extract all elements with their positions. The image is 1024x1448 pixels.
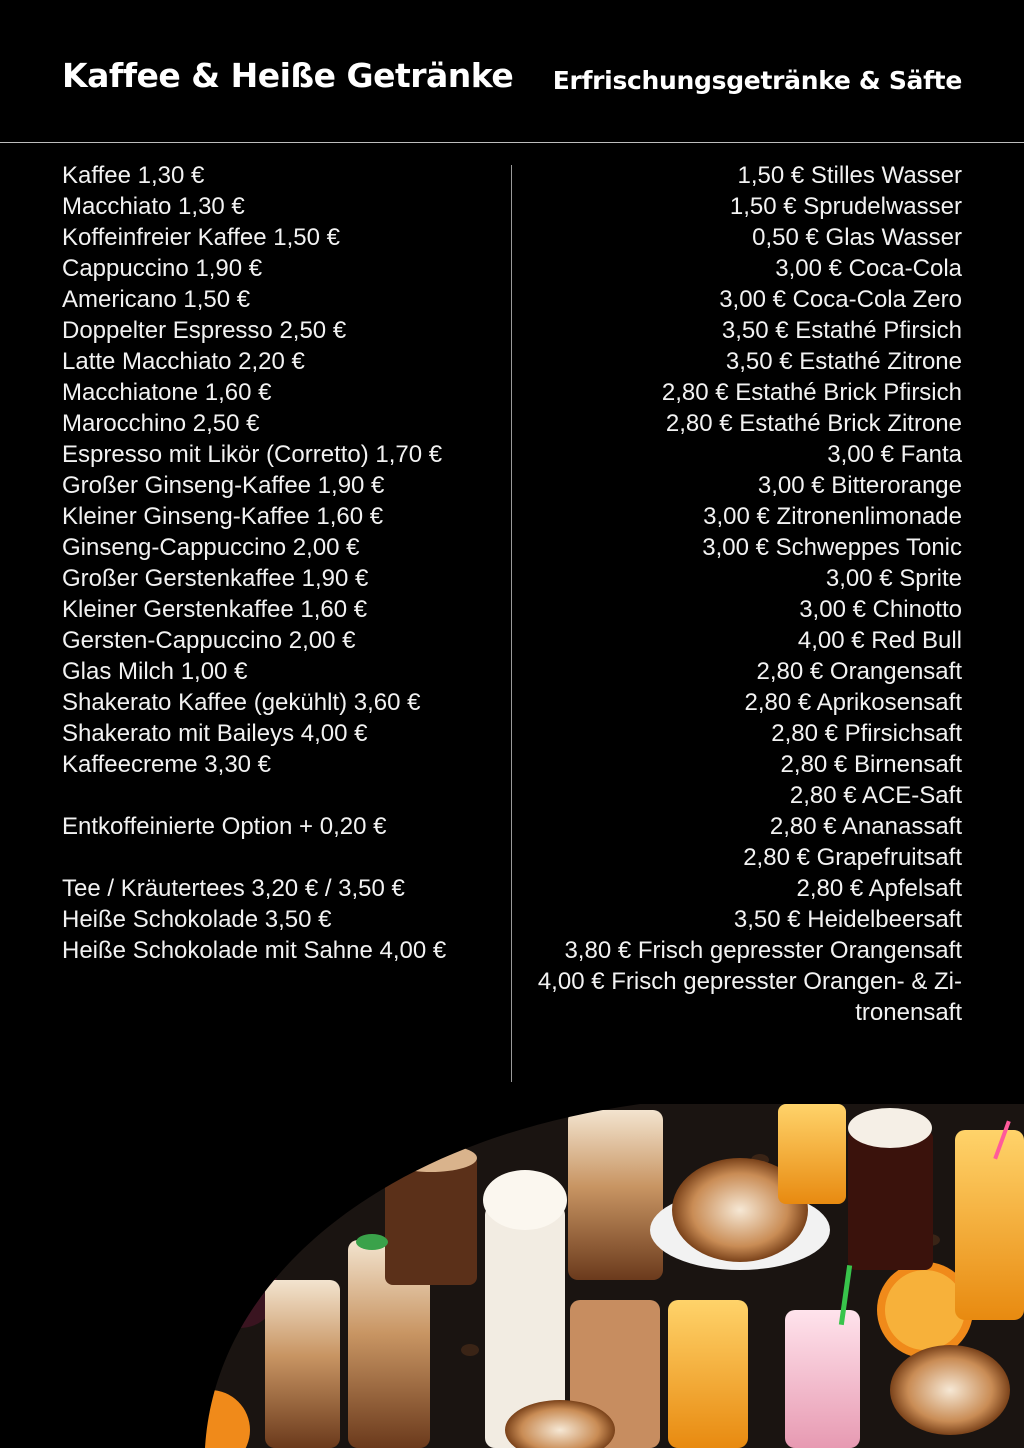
menu-item: Macchiato 1,30 € xyxy=(62,193,245,220)
menu-item: 3,00 € Bitterorange xyxy=(757,472,962,499)
menu-item: Tee / Kräutertees 3,20 € / 3,50 € xyxy=(62,875,405,902)
drinks-list xyxy=(512,160,962,1028)
menu-item: 3,00 € Sprite xyxy=(825,565,962,592)
menu-item: Marocchino 2,50 € xyxy=(62,410,260,437)
coffee-heading: Kaffee & Heiße Getränke xyxy=(62,56,514,95)
menu-item: Espresso mit Likör (Corretto) 1,70 € xyxy=(62,441,443,468)
menu-item: 3,00 € Schweppes Tonic xyxy=(702,534,962,561)
menu-item: 3,80 € Frisch gepresster Orangensaft xyxy=(564,937,962,964)
menu-item: Shakerato Kaffee (gekühlt) 3,60 € xyxy=(62,689,421,716)
menu-item: Kleiner Gerstenkaffee 1,60 € xyxy=(62,596,368,623)
menu-item: tronensaft xyxy=(855,999,962,1026)
menu-item: Koffeinfreier Kaffee 1,50 € xyxy=(62,224,340,251)
menu-item: 1,50 € Sprudelwasser xyxy=(729,193,962,220)
menu-item: Latte Macchiato 2,20 € xyxy=(62,348,305,375)
drinks-heading: Erfrischungsgetränke & Säfte xyxy=(552,66,962,95)
menu-item: 3,00 € Chinotto xyxy=(799,596,962,623)
menu-item: Großer Ginseng-Kaffee 1,90 € xyxy=(62,472,385,499)
menu-item: Doppelter Espresso 2,50 € xyxy=(62,317,347,344)
menu-item: 0,50 € Glas Wasser xyxy=(752,224,962,251)
menu-item: 2,80 € Birnensaft xyxy=(780,751,962,778)
menu-item: 2,80 € Estathé Brick Pfirsich xyxy=(661,379,962,406)
menu-item: Macchiatone 1,60 € xyxy=(62,379,272,406)
menu-item: Americano 1,50 € xyxy=(62,286,251,313)
menu-item: 3,00 € Coca-Cola xyxy=(775,255,962,282)
menu-item: Heiße Schokolade 3,50 € xyxy=(62,906,332,933)
menu-item: 3,00 € Coca-Cola Zero xyxy=(719,286,962,313)
menu-item: Gersten-Cappuccino 2,00 € xyxy=(62,627,356,654)
menu-item: 3,50 € Estathé Zitrone xyxy=(725,348,962,375)
beverages-photo xyxy=(0,1100,1024,1448)
menu-item: 2,80 € Ananassaft xyxy=(769,813,962,840)
menu-item: Cappuccino 1,90 € xyxy=(62,255,263,282)
menu-item: 2,80 € Pfirsichsaft xyxy=(771,720,962,747)
menu-item: 2,80 € Grapefruitsaft xyxy=(743,844,962,871)
menu-item: 1,50 € Stilles Wasser xyxy=(737,162,962,189)
menu-item: Großer Gerstenkaffee 1,90 € xyxy=(62,565,369,592)
menu-item: 2,80 € ACE-Saft xyxy=(789,782,962,809)
menu-item: Glas Milch 1,00 € xyxy=(62,658,248,685)
menu-item: 3,50 € Estathé Pfirsich xyxy=(721,317,962,344)
menu-item: 3,00 € Fanta xyxy=(827,441,962,468)
header-divider xyxy=(0,142,1024,143)
menu-item: 4,00 € Red Bull xyxy=(797,627,962,654)
menu-item: Kaffee 1,30 € xyxy=(62,162,205,189)
menu-item: 4,00 € Frisch gepresster Orangen- & Zi- xyxy=(537,968,962,995)
menu-item: 2,80 € Aprikosensaft xyxy=(744,689,962,716)
menu-item: Heiße Schokolade mit Sahne 4,00 € xyxy=(62,937,447,964)
decaf-option: Entkoffeinierte Option + 0,20 € xyxy=(62,813,387,840)
coffee-list xyxy=(62,160,502,966)
menu-item: Ginseng-Cappuccino 2,00 € xyxy=(62,534,360,561)
menu-item: Shakerato mit Baileys 4,00 € xyxy=(62,720,368,747)
menu-item: Kaffeecreme 3,30 € xyxy=(62,751,272,778)
menu-item: 3,00 € Zitronenlimonade xyxy=(703,503,962,530)
menu-item: 2,80 € Estathé Brick Zitrone xyxy=(665,410,962,437)
menu-item: 2,80 € Orangensaft xyxy=(756,658,962,685)
menu-item: Kleiner Ginseng-Kaffee 1,60 € xyxy=(62,503,384,530)
spacer xyxy=(62,780,502,811)
menu-item: 2,80 € Apfelsaft xyxy=(796,875,962,902)
menu-item: 3,50 € Heidelbeersaft xyxy=(733,906,962,933)
spacer xyxy=(62,842,502,873)
